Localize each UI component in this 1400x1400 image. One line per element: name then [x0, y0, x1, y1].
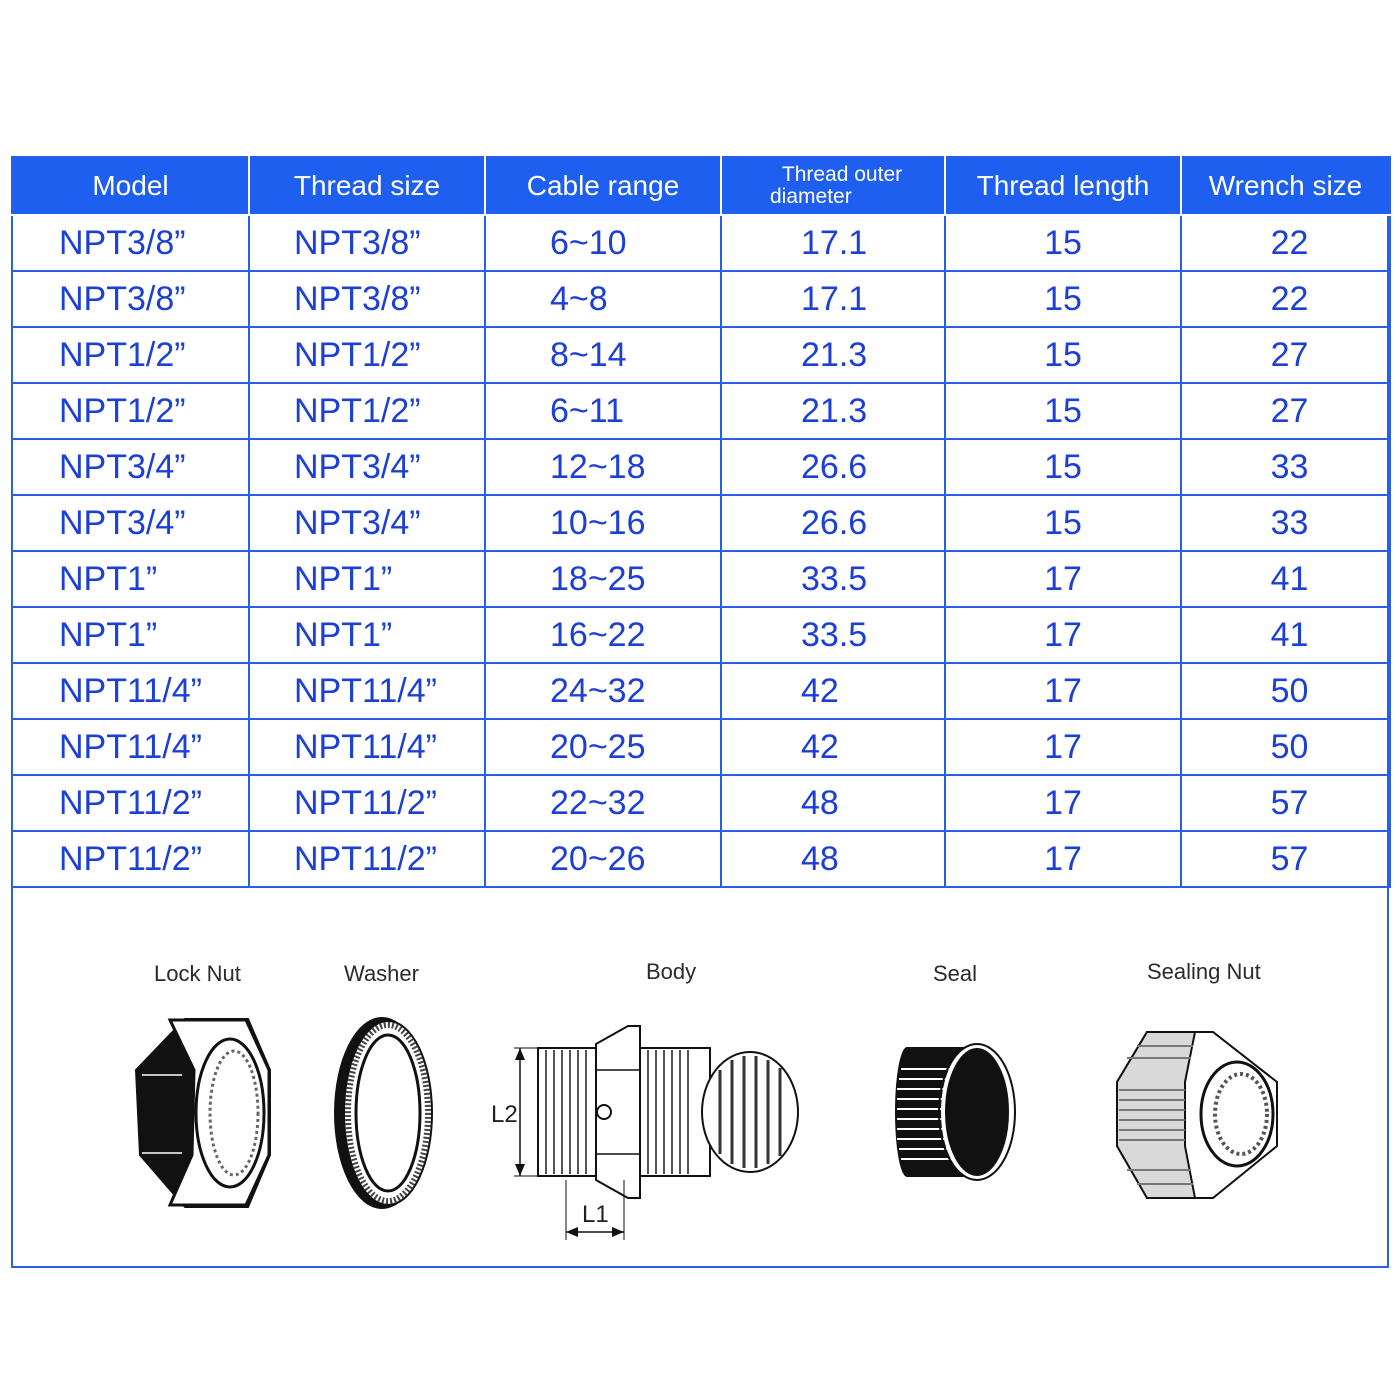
cell-thread-outer-diameter: 42 [721, 719, 945, 775]
cell-cable-range: 4~8 [485, 271, 721, 327]
header-model: Model [12, 157, 249, 215]
table-row [12, 775, 1390, 831]
table-row [12, 271, 1390, 327]
cell-thread-length: 17 [945, 551, 1181, 607]
cell-thread-size: NPT11/2” [249, 775, 485, 831]
cell-thread-size: NPT3/8” [249, 215, 485, 271]
cell-wrench-size: 22 [1181, 215, 1390, 271]
cell-thread-length: 15 [945, 327, 1181, 383]
cell-cable-range: 16~22 [485, 607, 721, 663]
cell-model: NPT11/4” [12, 663, 249, 719]
cell-thread-size: NPT11/4” [249, 663, 485, 719]
cell-thread-size: NPT1” [249, 551, 485, 607]
cell-thread-size: NPT1/2” [249, 327, 485, 383]
header-thread-outer-diameter-line2: diameter [770, 185, 852, 208]
cell-wrench-size: 27 [1181, 383, 1390, 439]
cell-thread-outer-diameter: 42 [721, 663, 945, 719]
table-row [12, 439, 1390, 495]
cell-thread-size: NPT3/8” [249, 271, 485, 327]
cell-wrench-size: 27 [1181, 327, 1390, 383]
spec-table [11, 156, 1391, 888]
table-row [12, 831, 1390, 887]
header-wrench-size: Wrench size [1181, 157, 1390, 215]
cell-cable-range: 24~32 [485, 663, 721, 719]
l2-dimension-label: L2 [491, 1101, 518, 1128]
cell-model: NPT1” [12, 607, 249, 663]
cell-wrench-size: 50 [1181, 719, 1390, 775]
cell-thread-outer-diameter: 26.6 [721, 439, 945, 495]
table-row [12, 663, 1390, 719]
cell-thread-size: NPT3/4” [249, 439, 485, 495]
cell-thread-size: NPT11/4” [249, 719, 485, 775]
cell-thread-length: 15 [945, 271, 1181, 327]
cell-model: NPT3/4” [12, 495, 249, 551]
cell-thread-length: 17 [945, 607, 1181, 663]
cell-model: NPT3/8” [12, 215, 249, 271]
cell-wrench-size: 22 [1181, 271, 1390, 327]
table-row [12, 215, 1390, 271]
cell-thread-outer-diameter: 48 [721, 775, 945, 831]
cell-cable-range: 8~14 [485, 327, 721, 383]
cell-model: NPT11/2” [12, 775, 249, 831]
cell-model: NPT1” [12, 551, 249, 607]
cell-wrench-size: 57 [1181, 831, 1390, 887]
cell-model: NPT11/2” [12, 831, 249, 887]
cell-thread-outer-diameter: 48 [721, 831, 945, 887]
table-row [12, 551, 1390, 607]
cell-thread-length: 17 [945, 831, 1181, 887]
cell-thread-length: 17 [945, 775, 1181, 831]
cell-model: NPT1/2” [12, 327, 249, 383]
cell-thread-length: 15 [945, 495, 1181, 551]
washer-icon [330, 1013, 440, 1213]
cell-cable-range: 12~18 [485, 439, 721, 495]
body-label: Body [646, 959, 697, 984]
cell-thread-size: NPT11/2” [249, 831, 485, 887]
l1-dimension-label: L1 [582, 1201, 609, 1228]
header-cable-range: Cable range [485, 157, 721, 215]
sealing-nut-label: Sealing Nut [1147, 959, 1261, 984]
cell-thread-length: 15 [945, 383, 1181, 439]
cell-model: NPT11/4” [12, 719, 249, 775]
cell-thread-length: 17 [945, 719, 1181, 775]
cell-thread-length: 17 [945, 663, 1181, 719]
table-row [12, 383, 1390, 439]
lock-nut-label: Lock Nut [154, 961, 241, 986]
cell-thread-size: NPT1” [249, 607, 485, 663]
cell-thread-outer-diameter: 33.5 [721, 607, 945, 663]
table-row [12, 327, 1390, 383]
cell-cable-range: 6~11 [485, 383, 721, 439]
cell-wrench-size: 41 [1181, 551, 1390, 607]
cell-cable-range: 10~16 [485, 495, 721, 551]
cell-cable-range: 20~26 [485, 831, 721, 887]
cell-model: NPT3/8” [12, 271, 249, 327]
table-row [12, 607, 1390, 663]
cell-cable-range: 6~10 [485, 215, 721, 271]
cell-wrench-size: 41 [1181, 607, 1390, 663]
spec-table-body [12, 215, 1390, 887]
cell-thread-outer-diameter: 21.3 [721, 327, 945, 383]
header-thread-length: Thread length [945, 157, 1181, 215]
lock-nut-icon [130, 1015, 275, 1210]
cell-model: NPT1/2” [12, 383, 249, 439]
cell-wrench-size: 50 [1181, 663, 1390, 719]
seal-label: Seal [933, 961, 978, 986]
header-thread-outer-diameter [721, 157, 945, 215]
body-icon [488, 1020, 808, 1245]
sealing-nut-icon [1113, 1028, 1283, 1203]
cell-wrench-size: 57 [1181, 775, 1390, 831]
cell-model: NPT3/4” [12, 439, 249, 495]
cell-thread-outer-diameter: 17.1 [721, 215, 945, 271]
cell-thread-length: 15 [945, 439, 1181, 495]
header-thread-size: Thread size [249, 157, 485, 215]
cell-thread-size: NPT1/2” [249, 383, 485, 439]
seal-icon [893, 1043, 1018, 1183]
cell-wrench-size: 33 [1181, 495, 1390, 551]
header-row [12, 157, 1390, 215]
cell-thread-outer-diameter: 21.3 [721, 383, 945, 439]
cell-thread-outer-diameter: 33.5 [721, 551, 945, 607]
cell-thread-length: 15 [945, 215, 1181, 271]
washer-label: Washer [344, 961, 419, 986]
cell-thread-outer-diameter: 17.1 [721, 271, 945, 327]
header-thread-outer-diameter-line1: Thread outer [781, 163, 903, 186]
cell-cable-range: 18~25 [485, 551, 721, 607]
cell-thread-outer-diameter: 26.6 [721, 495, 945, 551]
cell-cable-range: 22~32 [485, 775, 721, 831]
cell-thread-size: NPT3/4” [249, 495, 485, 551]
cell-wrench-size: 33 [1181, 439, 1390, 495]
cell-cable-range: 20~25 [485, 719, 721, 775]
table-row [12, 495, 1390, 551]
table-row [12, 719, 1390, 775]
